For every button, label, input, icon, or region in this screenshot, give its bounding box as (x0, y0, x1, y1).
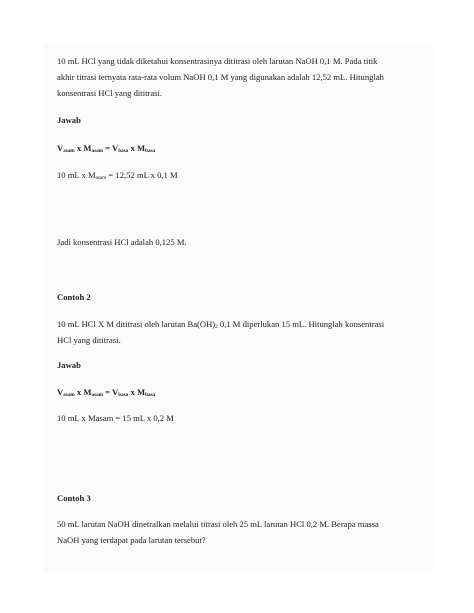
example3-problem-line: 50 mL larutan NaOH dinetralkan melalui titrasi oleh 25 mL larutan HCl 0,2 M. Berapa massa (57, 519, 379, 529)
formula-text: x M (74, 387, 92, 397)
example3-heading: Contoh 3 (57, 493, 91, 503)
formula-subscript: basa (118, 392, 129, 398)
step-text: 10 mL x M (57, 170, 96, 180)
example1-problem-line: 10 mL HCl yang tidak diketahui konsentrasinya dititrasi oleh larutan NaOH 0,1 M. Pada titik (57, 56, 378, 66)
example1-problem-line: konsentrasi HCl yang dititrasi. (57, 88, 163, 98)
example2-formula (57, 384, 427, 400)
example2-step: 10 mL x Masam = 15 mL x 0,2 M (57, 413, 174, 423)
example2-problem (57, 316, 427, 348)
example3-problem (57, 516, 427, 548)
formula-subscript: basa (145, 392, 156, 398)
formula-text: V (57, 387, 64, 397)
example3-problem-line: NaOH yang terdapat pada larutan tersebut? (57, 535, 206, 545)
problem-subscript: 2 (215, 324, 218, 330)
example1-conclusion: Jadi konsentrasi HCl adalah 0,125 M. (57, 237, 187, 247)
formula-subscript: asam (91, 392, 103, 398)
problem-text: 10 mL HCl X M dititrasi oleh larutan Ba(OH) (57, 319, 216, 329)
formula-text: = V (103, 143, 119, 153)
problem-text: 0,1 M diperlukan 15 mL. Hitunglah konsentrasi (217, 319, 385, 329)
example2-problem-line (57, 316, 427, 332)
example1-jawab-label: Jawab (57, 115, 81, 125)
formula-text: V (57, 143, 64, 153)
example2-heading: Contoh 2 (57, 292, 91, 302)
example1-problem (57, 53, 427, 101)
step-text: = 12,52 mL x 0,1 M (106, 170, 178, 180)
example2-problem-line: HCl yang dititrasi. (57, 335, 121, 345)
formula-text: = V (103, 387, 119, 397)
example1-problem-line: akhir titrasi ternyata rata-rata volum NaOH 0,1 M yang digunakan adalah 12,52 mL. Hitunglah (57, 72, 384, 82)
formula-text: x M (128, 387, 146, 397)
example2-jawab-label: Jawab (57, 360, 81, 370)
example1-formula (57, 140, 427, 156)
formula-text: x M (74, 143, 92, 153)
formula-text: x M (128, 143, 146, 153)
step-subscript: asam (95, 175, 107, 181)
formula-subscript: asam (63, 392, 75, 398)
formula-subscript: asam (63, 148, 75, 154)
formula-subscript: asam (91, 148, 103, 154)
example1-step (57, 167, 427, 183)
formula-subscript: basa (118, 148, 129, 154)
formula-subscript: basa (145, 148, 156, 154)
